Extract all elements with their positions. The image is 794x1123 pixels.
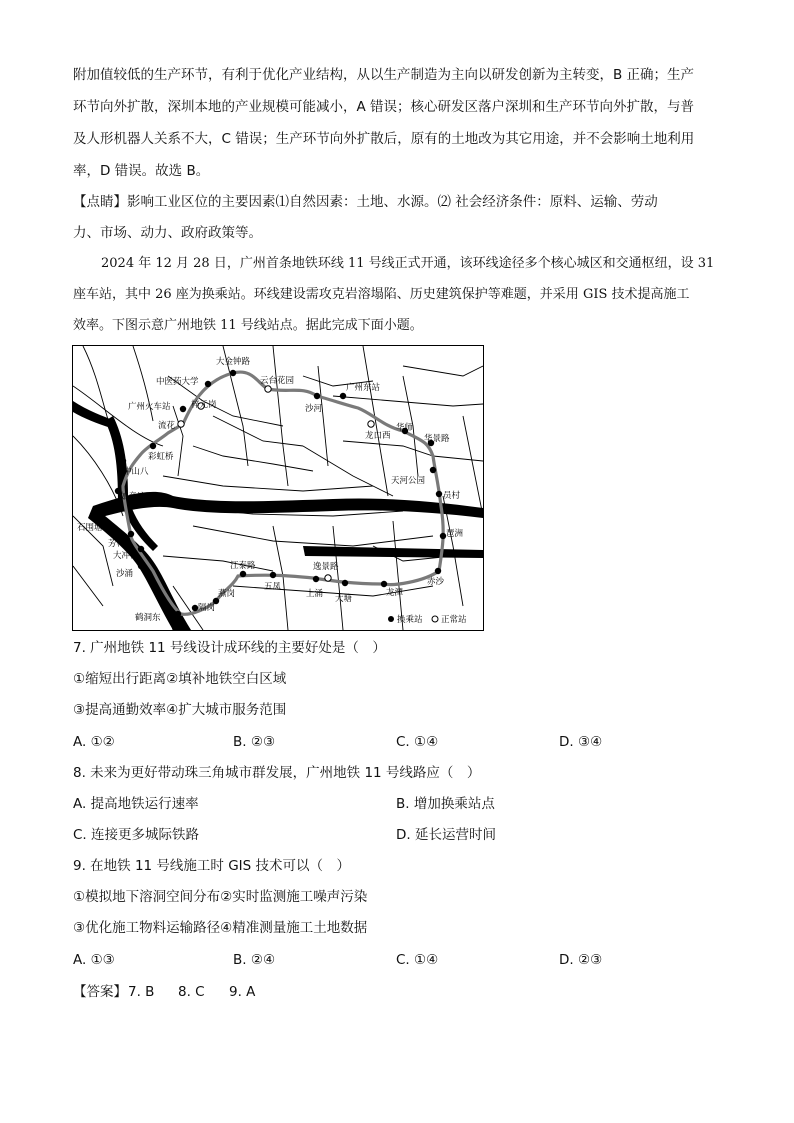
question-9-option-c[interactable]: C. ①④ [396,952,439,968]
station-label: 梓元岗 [191,400,217,410]
station-dot [381,581,387,587]
answer-label: 【答案】 [73,984,127,1000]
answer-9: 9. A [229,984,256,1000]
question-7-stem: 7. 广州地铁 11 号线设计成环线的主要好处是（ ） [73,640,386,656]
station-dot [120,458,126,464]
station-label: 五凤 [264,582,282,592]
dianjing-line-1: 【点睛】影响工业区位的主要因素⑴自然因素：土地、水源。⑵ 社会经济条件：原料、运输、劳动 [73,194,658,210]
question-8-stem: 8. 未来为更好带动珠三角城市群发展，广州地铁 11 号线路应（ ） [73,765,481,781]
analysis-line-1: 附加值较低的生产环节，有利于优化产业结构，从以生产制造为主向以研发创新为主转变，B 正确；生产 [73,67,695,83]
station-label: 芳村 [108,539,126,549]
metro-line-11-map [72,345,484,631]
station-dot [435,568,441,574]
station-dot [205,381,211,387]
question-9-option-b[interactable]: B. ②④ [233,952,276,968]
question-8-option-c[interactable]: C. 连接更多城际铁路 [73,827,200,843]
material-line-3: 效率。下图示意广州地铁 11 号线站点。据此完成下面小题。 [73,318,423,333]
station-dot [313,576,319,582]
station-dot [342,580,348,586]
material-line-1: 2024 年 12 月 28 日，广州首条地铁环线 11 号线正式开通，该环线途径多个核心城区和交通枢纽，设 31 [101,256,715,271]
station-dot [430,467,436,473]
station-dot [180,406,186,412]
station-label: 云台花园 [260,376,295,386]
station-dot [368,421,374,427]
station-label: 华师 [396,423,414,433]
station-label: 中山八 [123,467,149,477]
question-7-option-d[interactable]: D. ③④ [559,734,603,750]
question-9-option-a[interactable]: A. ①③ [73,952,115,968]
question-7-item-1: ①缩短出行距离②填补地铁空白区域 [73,671,287,687]
station-label: 龙口西 [365,431,391,441]
question-9-option-d[interactable]: D. ②③ [559,952,603,968]
station-dot [150,443,156,449]
station-dot [270,572,276,578]
station-dot [240,571,246,577]
station-label: 江泰路 [230,561,256,571]
question-7-option-b[interactable]: B. ②③ [233,734,276,750]
station-dot [314,393,320,399]
station-label: 员村 [443,491,461,501]
station-label: 中医药大学 [156,377,199,387]
station-dot [175,611,181,617]
station-label: 隔岗 [198,603,216,613]
station-label: 逸景路 [313,562,339,572]
station-dot [265,386,271,392]
question-7-option-a[interactable]: A. ①② [73,734,115,750]
station-label: 燕岗 [218,589,236,599]
station-label: 广州东站 [346,383,381,393]
station-dot [325,575,331,581]
station-dot [138,563,144,569]
station-label: 广州火车站 [128,402,171,412]
station-label: 鹤洞东 [135,613,161,623]
station-label: 彩虹桥 [148,452,174,462]
question-9-item-1: ①模拟地下溶洞空间分布②实时监测施工噪声污染 [73,889,368,905]
legend-transfer-symbol [388,616,394,622]
material-line-2: 座车站，其中 26 座为换乘站。环线建设需攻克岩溶塌陷、历史建筑保护等难题，并采用 GIS 技术提高施工 [73,287,690,302]
station-label: 赤沙 [427,577,445,587]
question-8-option-d[interactable]: D. 延长运营时间 [396,827,496,843]
station-label: 沙涌 [116,569,134,579]
station-dot [96,516,102,522]
analysis-line-2: 环节向外扩散，深圳本地的产业规模可能减小，A 错误；核心研发区落户深圳和生产环节向外扩散，与普 [73,99,695,115]
station-label: 如意坊 [120,492,146,502]
station-label: 天河公园 [391,476,426,486]
station-label: 大金钟路 [216,357,251,367]
legend-normal-symbol [432,616,438,622]
analysis-line-4: 率，D 错误。故选 B。 [73,163,210,179]
station-label: 大冲口 [113,551,139,561]
station-label: 华景路 [424,434,450,444]
map-legend [388,614,467,625]
answer-7: 7. B [128,984,155,1000]
map-svg [73,346,483,630]
station-dot [138,546,144,552]
station-label: 琶洲 [446,529,464,539]
question-8-option-b[interactable]: B. 增加换乘站点 [396,796,495,812]
station-dot [128,531,134,537]
question-7-item-2: ③提高通勤效率④扩大城市服务范围 [73,702,287,718]
station-dot [436,491,442,497]
station-dot [178,421,184,427]
question-7-option-c[interactable]: C. ①④ [396,734,439,750]
question-8-option-a[interactable]: A. 提高地铁运行速率 [73,796,199,812]
station-dot [340,393,346,399]
question-9-stem: 9. 在地铁 11 号线施工时 GIS 技术可以（ ） [73,858,351,874]
station-label: 大塘 [335,594,353,604]
station-label: 石围塘 [77,523,103,533]
station-label: 龙潭 [386,588,404,598]
station-label: 流花 [158,421,176,431]
analysis-line-3: 及人形机器人关系不大，C 错误；生产环节向外扩散后，原有的土地改为其它用途，并不会影响土地利用 [73,131,695,147]
station-label: 沙河 [305,404,323,414]
legend-normal-label: 正常站 [441,615,467,625]
answer-8: 8. C [178,984,205,1000]
station-dot [230,370,236,376]
question-9-item-2: ③优化施工物料运输路径④精准测量施工土地数据 [73,920,368,936]
station-label: 上涌 [306,589,324,599]
dianjing-line-2: 力、市场、动力、政府政策等。 [73,225,262,241]
legend-transfer-label: 换乘站 [397,615,423,625]
